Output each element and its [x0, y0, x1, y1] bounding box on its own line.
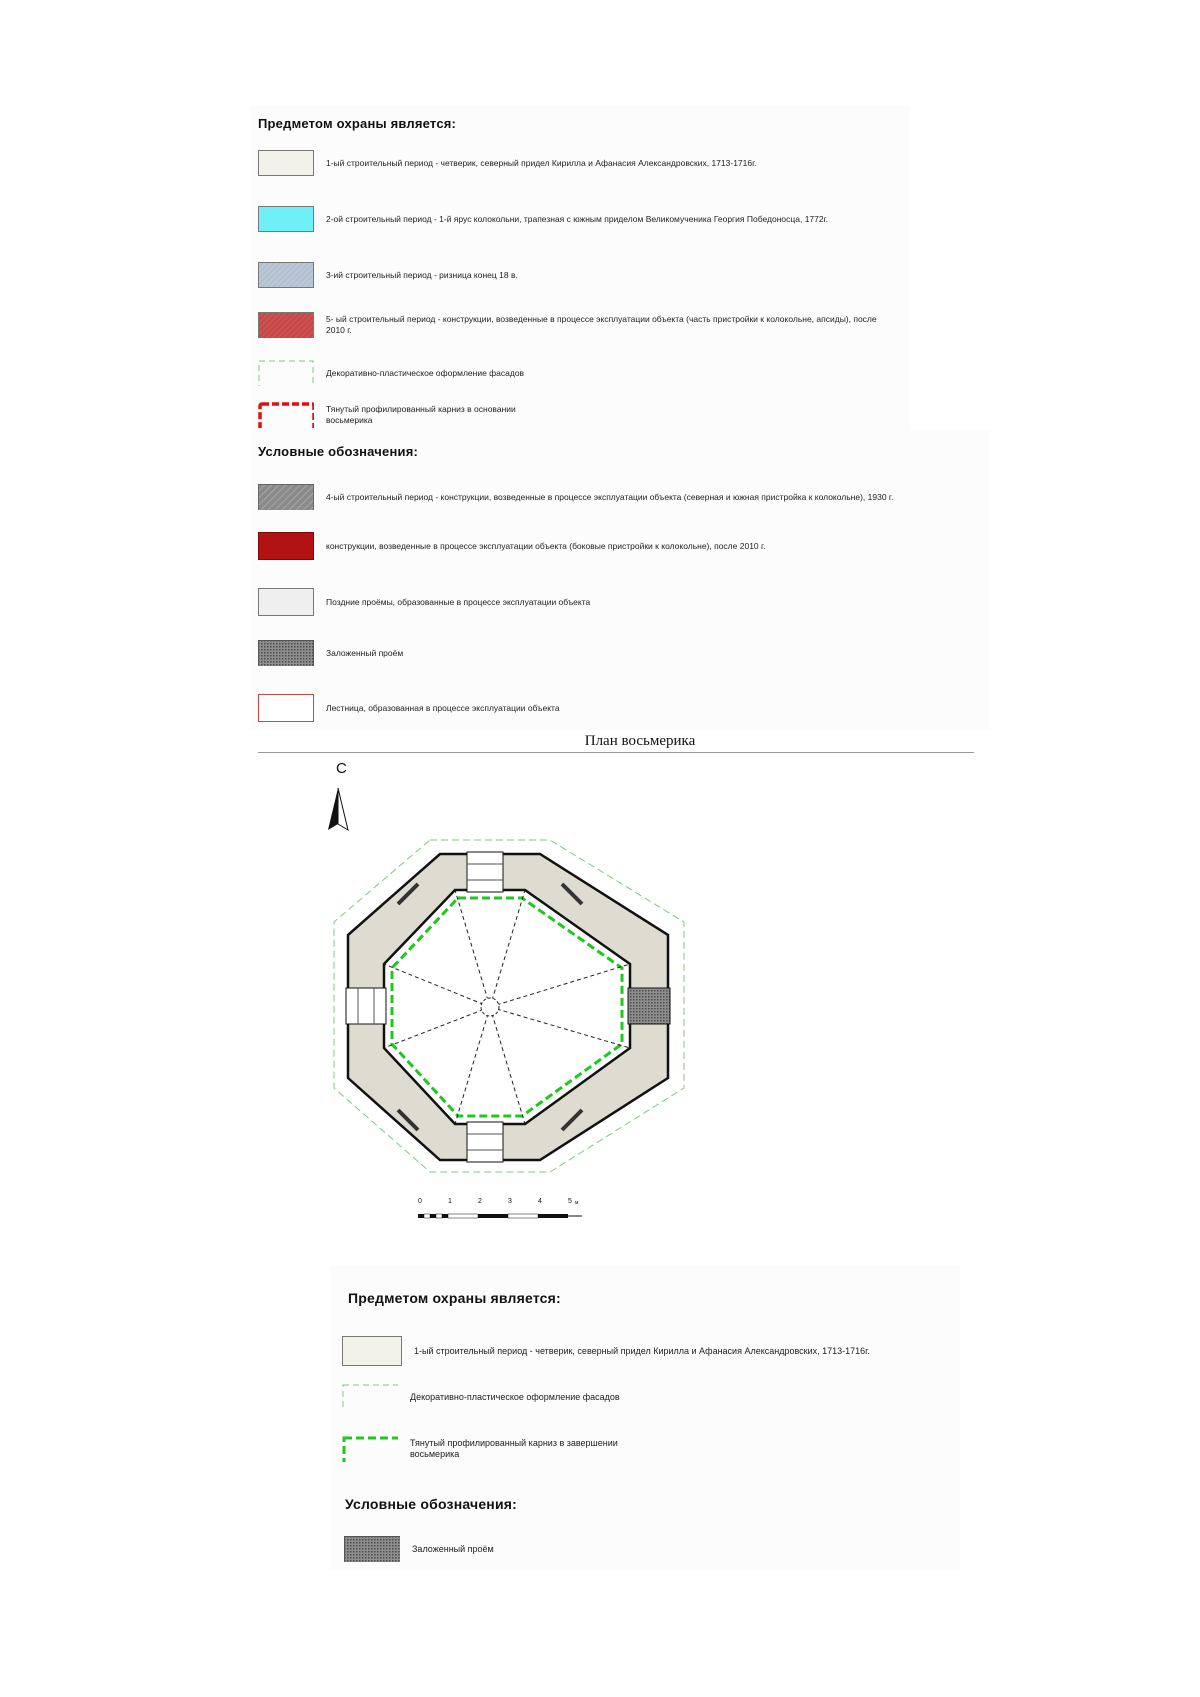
swatch-period1: [342, 1336, 402, 1366]
legend-item-cornice-green: [342, 1436, 650, 1462]
legend-text: Тянутый профилированный карниз в основании восьмерика: [326, 404, 516, 425]
conventions-legend-bottom: [344, 1536, 744, 1572]
scale-graphic: [416, 1210, 588, 1222]
legend-title-top: Условные обозначения:: [258, 444, 419, 459]
legend-item-period2: [258, 206, 828, 232]
legend-text: Декоративно-пластическое оформление фасадов: [326, 367, 525, 378]
swatch-new2010: [258, 532, 314, 560]
scale-tick-label: 0: [418, 1198, 422, 1205]
swatch-period4: [258, 484, 314, 510]
legend-text: 4-ый строительный период - конструкции, возведенные в процессе эксплуатации объекта (северная и южная пристройка к колокольне), 1930 г.: [326, 491, 894, 502]
legend-item-decor: [258, 360, 524, 386]
swatch-period1: [258, 150, 314, 176]
plan-caption: План восьмерика: [584, 733, 696, 749]
scale-tick-label: 3: [508, 1198, 512, 1205]
opening-north: [467, 852, 503, 892]
legend-item-late-opening: [258, 588, 590, 616]
swatch-late-opening: [258, 588, 314, 616]
scale-bar: [418, 1198, 598, 1228]
protection-legend-top: [258, 150, 978, 440]
legend-text: Поздние проёмы, образованные в процессе эксплуатации объекта: [326, 596, 591, 607]
swatch-cornice-green: [342, 1436, 398, 1462]
scale-tick-label: 4: [538, 1198, 542, 1205]
protection-legend-bottom: [342, 1336, 962, 1476]
protection-title-bottom: Предметом охраны является:: [348, 1290, 561, 1306]
legend-text: Лестница, образованная в процессе эксплуатации объекта: [326, 702, 560, 713]
north-label: С: [336, 760, 347, 777]
legend-item-new2010: [258, 532, 765, 560]
octagon-plan: [300, 810, 740, 1210]
opening-south: [467, 1122, 503, 1162]
legend-item-stair: [258, 694, 560, 722]
legend-item-period4: [258, 484, 893, 510]
legend-item-period3: [258, 262, 518, 288]
legend-text: 1-ый строительный период - четверик, северный придел Кирилла и Афанасия Александровских, 1713-1716г.: [326, 157, 757, 168]
legend-text: 3-ий строительный период - ризница конец 18 в.: [326, 269, 518, 280]
swatch-blocked: [344, 1536, 400, 1562]
legend-text: Декоративно-пластическое оформление фасадов: [410, 1391, 620, 1402]
legend-text: 2-ой строительный период - 1-й ярус колокольни, трапезная с южным приделом Великомученика Георгия Победоносца, 1772г.: [326, 213, 829, 224]
swatch-decor: [342, 1384, 398, 1410]
scale-tick-label: 5: [568, 1198, 572, 1205]
swatch-period2: [258, 206, 314, 232]
swatch-decor: [258, 360, 314, 386]
legend-item-decor: [342, 1384, 620, 1410]
swatch-cornice-red: [258, 402, 314, 428]
opening-east-blocked: [628, 988, 670, 1024]
conventions-legend-top: [258, 484, 998, 724]
legend-item-period1: [258, 150, 757, 176]
legend-item-period5: [258, 312, 896, 338]
scale-tick-label: 1: [448, 1198, 452, 1205]
caption-rule: [258, 752, 974, 753]
legend-item-blocked: [344, 1536, 494, 1562]
swatch-period5: [258, 312, 314, 338]
protection-title-top: Предметом охраны является:: [258, 116, 457, 131]
swatch-period3: [258, 262, 314, 288]
opening-west: [346, 988, 386, 1024]
legend-item-period1: [342, 1336, 870, 1366]
legend-text: 1-ый строительный период - четверик, северный придел Кирилла и Афанасия Александровских, 1713-1716г.: [414, 1345, 870, 1356]
legend-text: Заложенный проём: [412, 1543, 494, 1554]
legend-text: 5- ый строительный период - конструкции, возведенные в процессе эксплуатации объекта (часть пристройки к колокольне, апсиды), после 2010 г.: [326, 314, 877, 335]
legend-text: конструкции, возведенные в процессе эксплуатации объекта (боковые пристройки к колокольне), после 2010 г.: [326, 540, 766, 551]
swatch-blocked: [258, 640, 314, 666]
legend-text: Заложенный проём: [326, 647, 404, 658]
legend-item-cornice-red: [258, 402, 546, 428]
swatch-stair: [258, 694, 314, 722]
scale-unit: м: [575, 1200, 579, 1206]
legend-title-bottom: Условные обозначения:: [345, 1496, 517, 1512]
scale-tick-label: 2: [478, 1198, 482, 1205]
legend-text: Тянутый профилированный карниз в завершении восьмерика: [410, 1438, 618, 1459]
center-ring: [481, 998, 499, 1016]
legend-item-blocked: [258, 640, 403, 666]
